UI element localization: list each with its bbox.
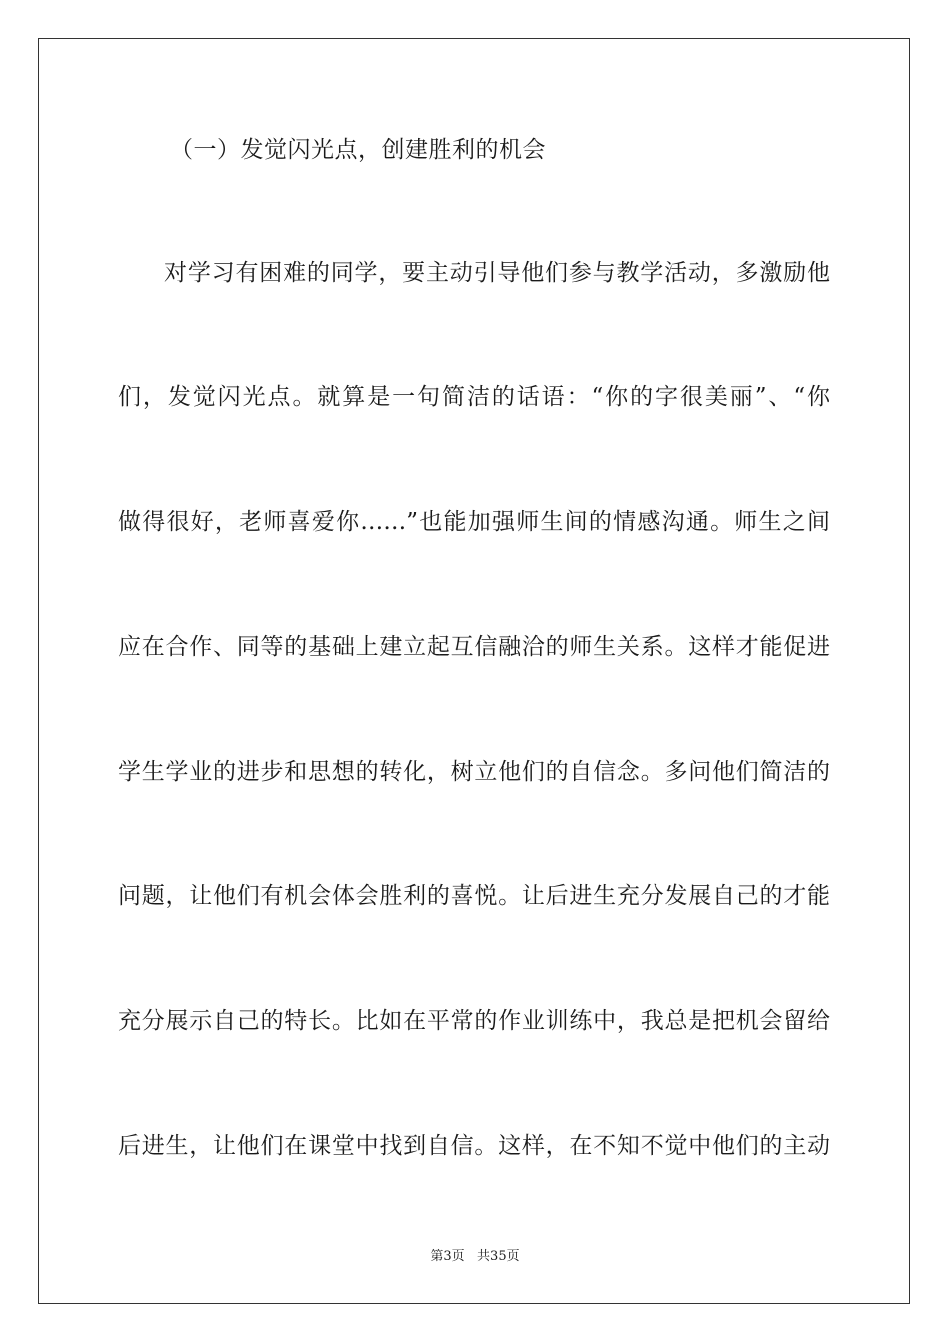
paragraph-line-7: 充分展示自己的特长。比如在平常的作业训练中，我总是把机会留给 <box>118 1008 830 1034</box>
paragraph-line-1: 对学习有困难的同学，要主动引导他们参与教学活动，多激励他 <box>164 260 830 286</box>
page-border <box>38 38 910 1304</box>
section-heading: （一）发觉闪光点，创建胜利的机会 <box>170 137 546 163</box>
paragraph-line-2: 们，发觉闪光点。就算是一句简洁的话语：“你的字很美丽”、“你 <box>118 384 830 410</box>
paragraph-line-3: 做得很好，老师喜爱你……”也能加强师生间的情感沟通。师生之间 <box>118 509 830 535</box>
paragraph-line-8: 后进生，让他们在课堂中找到自信。这样，在不知不觉中他们的主动 <box>118 1133 830 1159</box>
paragraph-line-4: 应在合作、同等的基础上建立起互信融洽的师生关系。这样才能促进 <box>118 634 830 660</box>
paragraph-line-6: 问题，让他们有机会体会胜利的喜悦。让后进生充分发展自己的才能 <box>118 883 830 909</box>
page-number-footer: 第3页 共35页 <box>430 1249 520 1264</box>
paragraph-line-5: 学生学业的进步和思想的转化，树立他们的自信念。多问他们简洁的 <box>118 759 830 785</box>
